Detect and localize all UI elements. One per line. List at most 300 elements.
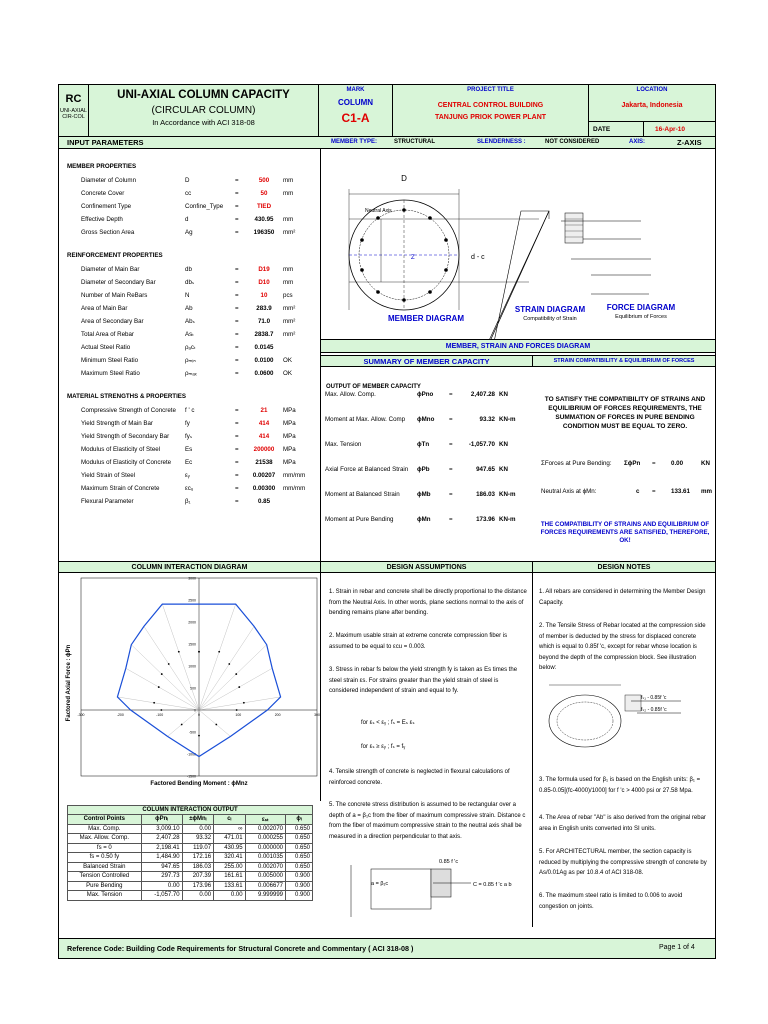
cio-cell: 0.002070	[245, 824, 285, 834]
reinf-prop-unit: mm²	[283, 318, 296, 325]
cio-header-cell: ±ϕMnᵢ	[182, 815, 213, 825]
equals-sign: =	[235, 459, 239, 466]
location-box	[589, 85, 715, 121]
member-type-label: MEMBER TYPE:	[331, 139, 378, 145]
reinf-prop-name: Actual Steel Ratio	[81, 344, 131, 351]
interaction-point	[243, 702, 245, 704]
for-line-2: for εₛ ≥ εᵧ ; fₛ = fᵧ	[361, 744, 406, 750]
d-label: D	[401, 174, 407, 183]
z-label: Z	[411, 255, 415, 261]
page-subtitle: (CIRCULAR COLUMN)	[151, 105, 256, 116]
page-number: Page 1 of 4	[659, 944, 695, 951]
for-line-1: for εₛ < εᵧ ; fₛ = Eₛ εₛ	[361, 720, 415, 726]
summary-val: 2,407.28	[470, 391, 495, 398]
note-4: 4. The Area of rebar "Ab" is also derived from the original rebar area in English units converted into SI units.	[539, 815, 706, 832]
equals-sign: =	[235, 190, 239, 197]
neutral-axis-label: Neutral Axis	[365, 208, 392, 214]
cio-cell: 0.000000	[245, 843, 285, 853]
equals-sign: =	[235, 305, 239, 312]
reinf-prop-val: 0.0600	[254, 370, 274, 377]
member-prop-unit: mm²	[283, 229, 296, 236]
y-tick-label: -500	[188, 730, 196, 735]
member-prop-name: Effective Depth	[81, 216, 123, 223]
member-type-value: STRUCTURAL	[394, 139, 435, 145]
member-prop-name: Confinement Type	[81, 203, 132, 210]
note-1: 1. All rebars are considered in determining the Member Design Capacity.	[539, 589, 706, 606]
material-prop-name: Yield Strain of Steel	[81, 472, 136, 479]
code-line-1: UNI-AXIAL	[60, 108, 87, 114]
reinf-prop-sym: Ab	[185, 305, 193, 312]
y-tick-label: -1000	[187, 752, 196, 757]
material-prop-name: Modulus of Elasticity of Steel	[81, 446, 161, 453]
cio-cell: Max. Tension	[68, 891, 142, 901]
mark-type: COLUMN	[337, 98, 374, 107]
material-props-title: MATERIAL STRENGTHS & PROPERTIES	[67, 393, 187, 400]
force-diagram-sub: Equilibrium of Forces	[615, 314, 667, 320]
summary-name: Max. Allow. Comp.	[325, 391, 376, 398]
cio-cell: 0.000255	[245, 834, 285, 844]
cio-cell: 255.00	[214, 862, 245, 872]
forces-label: ΣForces at Pure Bending:	[541, 460, 612, 467]
material-prop-val: 21538	[255, 459, 273, 466]
na-symbol: c	[636, 488, 640, 495]
material-prop-sym: fyₛ	[185, 433, 193, 440]
x-tick-label: 300	[314, 713, 320, 717]
cio-row	[68, 824, 313, 834]
cio-table	[67, 814, 313, 901]
summary-sym: ϕTn	[417, 441, 430, 448]
interaction-chart	[59, 573, 321, 801]
cio-cell: Max. Allow. Comp.	[68, 834, 142, 844]
cio-row	[68, 862, 313, 872]
material-prop-sym: Ec	[185, 459, 193, 466]
material-prop-sym: Es	[185, 446, 193, 453]
cio-cell: 0.900	[286, 881, 313, 891]
cio-cell: 0.650	[286, 834, 313, 844]
material-prop-unit: MPa	[283, 433, 296, 440]
material-prop-name: Maximum Strain of Concrete	[81, 485, 160, 492]
member-prop-sym: Ag	[185, 229, 193, 236]
interaction-point	[158, 686, 160, 688]
na-label: Neutral Axis at ϕMn:	[541, 488, 597, 495]
date-value: 16-Apr-10	[655, 126, 685, 133]
summary-sym: ϕMn	[417, 516, 431, 523]
y-tick-label: 3000	[188, 576, 196, 581]
equals-sign: =	[235, 472, 239, 479]
material-prop-sym: εᵧ	[185, 472, 190, 479]
forces-symbol: ΣϕPn	[624, 460, 641, 467]
member-diagram-panel	[321, 149, 715, 339]
interaction-title: COLUMN INTERACTION DIAGRAM	[59, 561, 321, 573]
interaction-point	[218, 651, 220, 653]
na-unit: mm	[701, 488, 713, 495]
reinf-prop-val: D10	[258, 279, 270, 286]
na-eq: =	[652, 488, 656, 495]
interaction-point	[215, 724, 217, 726]
cio-cell: 186.03	[182, 862, 213, 872]
summary-name: Moment at Balanced Strain	[325, 491, 400, 498]
summary-unit: KN-m	[499, 516, 516, 523]
cio-cell: 297.73	[141, 872, 182, 882]
equals-sign: =	[235, 370, 239, 377]
member-prop-unit: mm	[283, 190, 294, 197]
summary-rows	[321, 389, 533, 559]
c-force-label: C = 0.85 f 'c a b	[473, 882, 512, 888]
equals-sign: =	[235, 216, 239, 223]
na-value: 133.61	[671, 488, 690, 495]
cio-cell: 0.00	[214, 891, 245, 901]
forces-eq: =	[652, 460, 656, 467]
output-title: OUTPUT OF MEMBER CAPACITY	[326, 384, 421, 390]
reinf-prop-name: Diameter of Secondary Bar	[81, 279, 156, 286]
strain-diagram-sub: Compatibility of Strain	[523, 316, 577, 322]
date-divider	[643, 122, 644, 137]
cio-cell: 207.39	[182, 872, 213, 882]
reinf-prop-sym: N	[185, 292, 190, 299]
cio-cell: 9.999999	[245, 891, 285, 901]
slenderness-value: NOT CONSIDERED	[545, 139, 600, 145]
cio-cell: Tension Controlled	[68, 872, 142, 882]
reinf-prop-val: 0.0100	[254, 357, 274, 364]
interaction-point	[168, 663, 170, 665]
assumption-5: 5. The concrete stress distribution is assumed to be rectangular over a depth of a = β₁c from the fiber of maximum compressive strain. Distance c from the fiber of maximum compressive strain to the neutral axis shall be measured in a direction perpendicular to that axis.	[329, 802, 526, 840]
a-label: a = β₁c	[371, 881, 389, 887]
cio-cell: 0.650	[286, 853, 313, 863]
cio-cell: 0.650	[286, 824, 313, 834]
cio-cell: 0.002070	[245, 862, 285, 872]
cio-cell: -1,057.70	[141, 891, 182, 901]
material-prop-val: 200000	[253, 446, 275, 453]
forces-unit: KN	[701, 460, 710, 467]
equals-sign: =	[235, 407, 239, 414]
rebar-ellipse	[557, 702, 613, 740]
cio-cell: Balanced Strain	[68, 862, 142, 872]
x-tick-label: -200	[116, 713, 124, 717]
summary-unit: KN-m	[499, 491, 516, 498]
equals-sign: =	[235, 433, 239, 440]
member-diagram-label: MEMBER DIAGRAM	[388, 314, 464, 323]
reinf-prop-unit: OK	[283, 357, 292, 364]
summary-unit: KN	[499, 441, 508, 448]
chart-y-label: Factored Axial Force : ϕPn	[66, 644, 72, 722]
cio-cell: 133.61	[214, 881, 245, 891]
cio-row	[68, 881, 313, 891]
input-parameters-panel	[59, 149, 321, 563]
interaction-chart-panel	[59, 573, 321, 801]
interaction-point	[228, 663, 230, 665]
cio-cell: 173.96	[182, 881, 213, 891]
cio-header-cell: ϕPnᵢ	[141, 815, 182, 825]
cio-cell: 0.650	[286, 862, 313, 872]
y-tick-label: 0	[194, 708, 196, 713]
stress-block-diagram	[341, 857, 521, 921]
equals-sign: =	[235, 331, 239, 338]
material-prop-val: 0.00300	[252, 485, 276, 492]
cio-row	[68, 843, 313, 853]
assumption-4: 4. Tensile strength of concrete is neglected in flexural calculations of reinforced concrete.	[329, 769, 510, 786]
fs2-label: fₛ₂ - 0.85f 'c	[641, 707, 667, 713]
reinf-prop-sym: ρₘₐₓ	[185, 370, 197, 377]
notes-panel	[533, 573, 715, 927]
x-tick-label: -300	[77, 713, 85, 717]
cio-row	[68, 834, 313, 844]
summary-name: Max. Tension	[325, 441, 362, 448]
cio-cell: 161.61	[214, 872, 245, 882]
interaction-point	[160, 709, 162, 711]
y-tick-label: 500	[190, 686, 196, 691]
reinf-prop-unit: mm²	[283, 331, 296, 338]
material-prop-name: Compressive Strength of Concrete	[81, 407, 176, 414]
reinf-prop-name: Area of Main Bar	[81, 305, 128, 312]
interaction-point	[238, 686, 240, 688]
member-prop-unit: mm	[283, 177, 294, 184]
member-props-title: MEMBER PROPERTIES	[67, 163, 137, 170]
mark-label: MARK	[346, 87, 365, 93]
summary-name: Axial Force at Balanced Strain	[325, 466, 409, 473]
axis-label: AXIS:	[629, 139, 646, 145]
equals-sign: =	[235, 229, 239, 236]
cio-cell: 93.32	[182, 834, 213, 844]
cio-row	[68, 891, 313, 901]
compat-title: STRAIN COMPATIBILITY & EQUILIBRIUM OF FORCES	[533, 355, 715, 367]
reinf-prop-name: Total Area of Rebar	[81, 331, 134, 338]
reinf-prop-val: 0.0145	[254, 344, 274, 351]
code-box	[59, 85, 89, 137]
material-prop-val: 414	[258, 420, 270, 427]
summary-unit: KN	[499, 466, 508, 473]
code-line-2: CIR-COL	[62, 114, 85, 120]
assumption-2: 2. Maximum usable strain at extreme concrete compression fiber is assumed to be equal to εcu = 0.003.	[329, 633, 508, 650]
material-prop-unit: mm/mm	[283, 485, 306, 492]
summary-sym: ϕMno	[417, 416, 435, 423]
section-ellipse	[549, 695, 621, 747]
equals-sign: =	[235, 203, 239, 210]
combined-diagram-title: MEMBER, STRAIN AND FORCES DIAGRAM	[321, 339, 715, 353]
material-prop-name: Modulus of Elasticity of Concrete	[81, 459, 172, 466]
summary-eq: =	[449, 416, 453, 423]
material-prop-val: 414	[258, 433, 270, 440]
cio-header-row	[68, 815, 313, 825]
equals-sign: =	[235, 420, 239, 427]
member-prop-sym: D	[185, 177, 190, 184]
x-tick-label: -100	[156, 713, 164, 717]
summary-val: 186.03	[476, 491, 495, 498]
reinf-prop-name: Diameter of Main Bar	[81, 266, 140, 273]
axis-value: Z-AXIS	[677, 138, 702, 147]
note-6: 6. The maximum steel ratio is limited to 0.006 to avoid congestion on joints.	[539, 893, 683, 910]
cio-cell: Max. Comp.	[68, 824, 142, 834]
x-tick-label: 200	[274, 713, 281, 717]
project-line-2: TANJUNG PRIOK POWER PLANT	[434, 114, 547, 121]
assumption-3: 3. Stress in rebar fs below the yield strength fy is taken as Es times the steel strain εs. For strains greater than the yield strain of steel is considered independent of strain and equal to fy.	[329, 667, 518, 694]
assumptions-panel	[321, 573, 533, 927]
interaction-point	[198, 651, 200, 653]
summary-name: Moment at Pure Bending	[325, 516, 394, 523]
cio-cell: 0.00	[182, 891, 213, 901]
interaction-point	[161, 673, 163, 675]
reinf-prop-sym: db	[185, 266, 192, 273]
member-prop-sym: cc	[185, 190, 192, 197]
material-prop-name: Flexural Parameter	[81, 498, 134, 505]
summary-unit: KN	[499, 391, 508, 398]
reinf-prop-sym: ρₐcₜ	[185, 344, 196, 351]
type-bar	[59, 137, 715, 149]
material-prop-sym: f ' c	[185, 407, 195, 414]
reinf-prop-sym: dbₛ	[185, 279, 195, 286]
member-prop-val: 430.95	[254, 216, 274, 223]
rebar-stress-illustration	[541, 679, 713, 765]
calc-sheet	[58, 84, 716, 959]
cio-cell: 471.01	[214, 834, 245, 844]
cio-cell: 947.65	[141, 862, 182, 872]
summary-val: 947.65	[476, 466, 495, 473]
force-diagram-label: FORCE DIAGRAM	[606, 303, 676, 312]
cio-header-cell: Control Points	[68, 815, 142, 825]
reinf-prop-val: 283.9	[256, 305, 272, 312]
project-box	[393, 85, 589, 137]
summary-val: 93.32	[479, 416, 495, 423]
material-prop-name: Yield Strength of Main Bar	[81, 420, 153, 427]
cio-cell: 0.650	[286, 843, 313, 853]
location-label: LOCATION	[636, 87, 668, 93]
reinf-prop-val: 71.0	[257, 318, 271, 325]
member-prop-sym: Confine_Type	[185, 203, 224, 210]
member-prop-val: 196350	[253, 229, 275, 236]
cio-cell: fs = 0.50 fy	[68, 853, 142, 863]
cio-cell: 0.900	[286, 891, 313, 901]
member-prop-unit: mm	[283, 216, 294, 223]
equals-sign: =	[235, 485, 239, 492]
summary-name: Moment at Max. Allow. Comp	[325, 416, 406, 423]
cio-cell: 172.16	[182, 853, 213, 863]
cio-cell: 119.07	[182, 843, 213, 853]
reinf-prop-name: Minimum Steel Ratio	[81, 357, 139, 364]
interaction-point	[181, 724, 183, 726]
material-prop-unit: mm/mm	[283, 472, 306, 479]
cio-cell: fs = 0	[68, 843, 142, 853]
material-prop-sym: fy	[185, 420, 190, 427]
footer-band	[59, 938, 715, 958]
equals-sign: =	[235, 357, 239, 364]
y-tick-label: 1000	[188, 664, 196, 669]
reinf-prop-unit: mm	[283, 266, 294, 273]
note-3: 3. The formula used for β₁ is based on the English units: β₁ = 0.85-0.05[(fc-4000)/1000] for f 'c > 4000 psi or 27.58 Mpa.	[539, 777, 701, 794]
reinf-prop-unit: OK	[283, 370, 292, 377]
input-params-title: INPUT PARAMETERS	[67, 138, 144, 147]
summary-eq: =	[449, 516, 453, 523]
summary-sym: ϕPno	[417, 391, 434, 398]
equals-sign: =	[235, 279, 239, 286]
cio-row	[68, 853, 313, 863]
cio-cell: Pure Bending	[68, 881, 142, 891]
cio-cell: 0.001035	[245, 853, 285, 863]
cio-cell: 430.95	[214, 843, 245, 853]
material-prop-unit: MPa	[283, 459, 296, 466]
material-prop-unit: MPa	[283, 407, 296, 414]
assumptions-title: DESIGN ASSUMPTIONS	[321, 561, 533, 573]
stress-label: 0.85 f 'c	[439, 859, 459, 865]
material-prop-sym: β₁	[185, 498, 191, 505]
reinf-prop-val: 2838.7	[254, 331, 274, 338]
summary-val: -1,057.70	[468, 441, 495, 448]
compat-result: THE COMPATIBILITY OF STRAINS AND EQUILIBRIUM OF FORCES REQUIREMENTS ARE SATISFIED, THEREFORE, OK!	[540, 521, 710, 544]
material-prop-sym: εcᵤ	[185, 485, 194, 492]
reinf-prop-name: Area of Secondary Bar	[81, 318, 144, 325]
material-prop-unit: MPa	[283, 420, 296, 427]
material-prop-name: Yield Strength of Secondary Bar	[81, 433, 170, 440]
cio-row	[68, 872, 313, 882]
title-box	[89, 85, 319, 137]
member-prop-val: 50	[260, 190, 268, 197]
summary-unit: KN-m	[499, 416, 516, 423]
cio-cell: 0.00	[182, 824, 213, 834]
interaction-point	[153, 702, 155, 704]
forces-value: 0.00	[671, 460, 684, 467]
mark-value: C1-A	[341, 111, 370, 125]
summary-sym: ϕPb	[417, 466, 430, 473]
reinf-prop-sym: Asₜ	[185, 331, 195, 338]
summary-val: 173.96	[476, 516, 495, 523]
cio-cell: 1,484.90	[141, 853, 182, 863]
y-tick-label: 2500	[188, 598, 196, 603]
cio-cell: 320.41	[214, 853, 245, 863]
interaction-point	[178, 651, 180, 653]
equals-sign: =	[235, 292, 239, 299]
cio-header-cell: ϕᵢ	[286, 815, 313, 825]
material-prop-val: 0.85	[257, 498, 271, 505]
date-box	[589, 121, 715, 137]
strain-diagram-label: STRAIN DIAGRAM	[514, 305, 586, 314]
block-illustration	[625, 695, 641, 711]
cio-cell: 3,009.10	[141, 824, 182, 834]
cio-header-cell: εₛₜ	[245, 815, 285, 825]
equals-sign: =	[235, 344, 239, 351]
chart-x-label: Factored Bending Moment : ϕMnz	[150, 781, 248, 787]
cio-cell: 0.006677	[245, 881, 285, 891]
reinf-prop-unit: mm	[283, 279, 294, 286]
reinf-prop-name: Number of Main ReBars	[81, 292, 148, 299]
member-prop-name: Concrete Cover	[81, 190, 125, 197]
reinf-prop-val: D19	[258, 266, 270, 273]
equals-sign: =	[235, 266, 239, 273]
notes-title: DESIGN NOTES	[533, 561, 715, 573]
y-tick-label: 1500	[188, 642, 196, 647]
note-2: 2. The Tensile Stress of Rebar located at the compression side of member is deducted by the stress for displaced concrete which is equal to 0.85f 'c, except for rebar whose location is beyond the depth of the compression block. See illustration below:	[539, 623, 706, 671]
note-5: 5. For ARCHITECTURAL member, the section capacity is reduced by multiplying the compressive strength of concrete by As/0.01Ag as per 10.8.4 of ACI 318-08.	[539, 849, 707, 876]
reinf-prop-val: 10	[260, 292, 268, 299]
reference-code: Reference Code: Building Code Requirements for Structural Concrete and Commentary ( ACI 318-08 )	[67, 944, 414, 953]
reinf-prop-sym: Abₛ	[185, 318, 195, 325]
section-outline	[371, 869, 431, 909]
member-prop-val: 500	[258, 177, 270, 184]
cio-cell: 2,407.28	[141, 834, 182, 844]
y-tick-label: -1500	[187, 774, 196, 779]
project-line-1: CENTRAL CONTROL BUILDING	[437, 102, 544, 109]
cio-header-cell: cᵢ	[214, 815, 245, 825]
fs1-label: fₛ₁ - 0.85f 'c	[641, 695, 667, 701]
material-prop-val: 0.00207	[252, 472, 276, 479]
member-prop-name: Gross Section Area	[81, 229, 135, 236]
cio-cell: 0.00	[141, 881, 182, 891]
mark-box	[319, 85, 393, 137]
rc-label: RC	[65, 93, 82, 105]
summary-eq: =	[449, 466, 453, 473]
cio-cell: 0.900	[286, 872, 313, 882]
location-value: Jakarta, Indonesia	[621, 102, 683, 109]
cio-cell: 2,198.41	[141, 843, 182, 853]
reinf-props-title: REINFORCEMENT PROPERTIES	[67, 252, 163, 259]
member-prop-val: TIED	[256, 203, 272, 210]
